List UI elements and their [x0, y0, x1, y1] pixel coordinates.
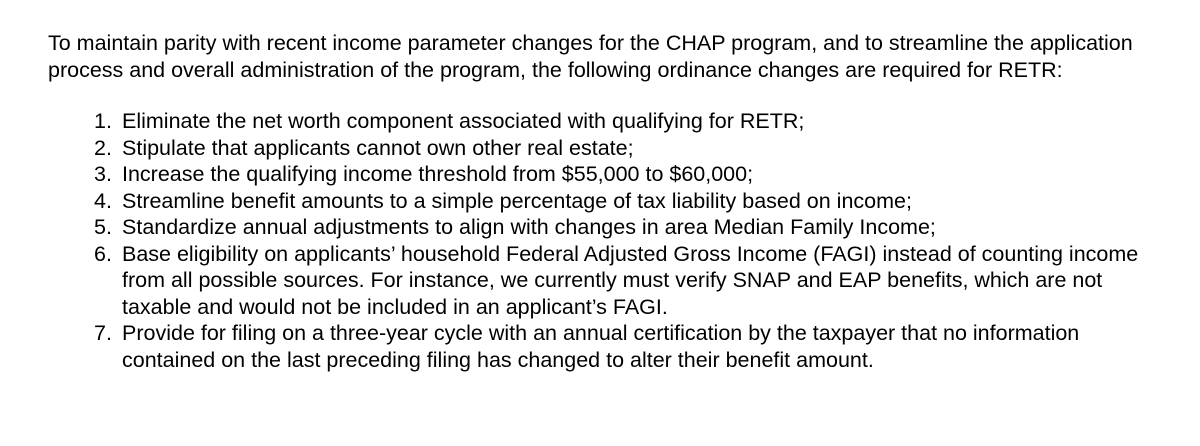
- list-item: [48, 320, 1168, 373]
- list-item-text: Provide for filing on a three-year cycle with an annual certification by the taxpayer that no information contained on the last preceding filing has changed to alter their benefit amount.: [122, 321, 1080, 372]
- list-item: [48, 214, 1168, 241]
- list-item-number: 1.: [94, 109, 112, 133]
- list-item-text: Eliminate the net worth component associated with qualifying for RETR;: [122, 109, 805, 133]
- list-item-number: 2.: [94, 135, 112, 160]
- list-item-number: 4.: [94, 188, 112, 213]
- list-item-text: Stipulate that applicants cannot own other real estate;: [122, 135, 634, 160]
- list-item-text: Streamline benefit amounts to a simple percentage of tax liability based on income;: [122, 188, 912, 213]
- list-item-number: 3.: [94, 162, 112, 186]
- ordinance-changes-list: [48, 108, 1168, 373]
- list-item-number: 5.: [94, 215, 112, 239]
- document-body: [48, 30, 1168, 373]
- intro-paragraph: To maintain parity with recent income parameter changes for the CHAP program, and to streamline the application process and overall administration of the program, the following ordinance changes are required for RETR:: [48, 31, 1133, 82]
- list-item-number: 7.: [94, 321, 112, 345]
- list-item-text: Base eligibility on applicants’ household Federal Adjusted Gross Income (FAGI) instead of counting income from all possible sources. For instance, we currently must verify SNAP and EAP benefits, which are not taxable and would not be included in an applicant’s FAGI.: [122, 241, 1139, 319]
- list-item-number: 6.: [94, 241, 112, 266]
- list-item: [48, 135, 1168, 162]
- list-item: [48, 241, 1168, 321]
- list-item: [48, 108, 1168, 135]
- list-item-text: Standardize annual adjustments to align with changes in area Median Family Income;: [122, 215, 936, 239]
- list-item-text: Increase the qualifying income threshold from $55,000 to $60,000;: [122, 162, 754, 186]
- list-item: [48, 188, 1168, 215]
- list-item: [48, 161, 1168, 188]
